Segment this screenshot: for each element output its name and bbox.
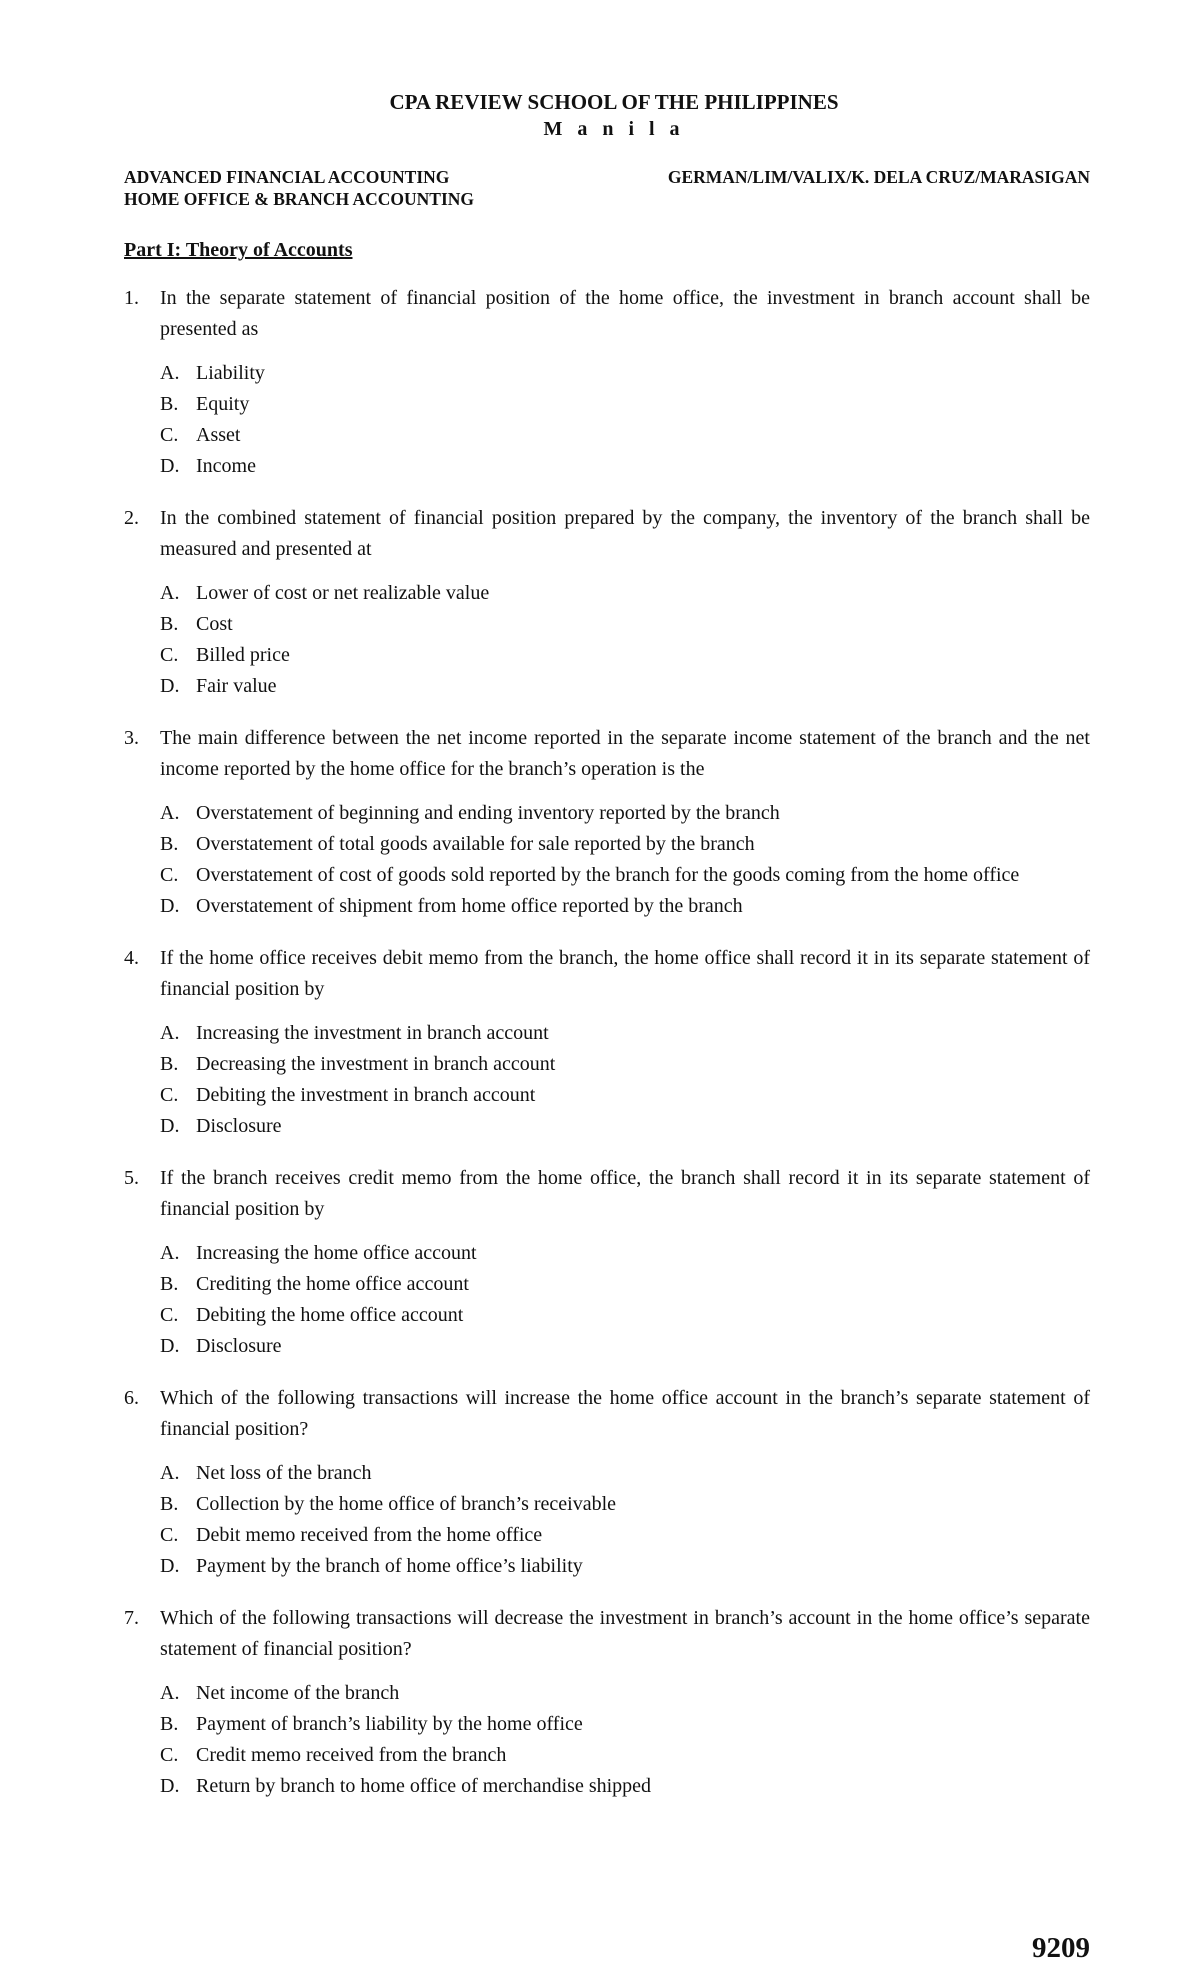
answer-option — [160, 1678, 1090, 1709]
answer-option — [160, 1080, 1090, 1111]
option-letter: B. — [160, 1273, 179, 1295]
option-letter: C. — [160, 1524, 179, 1546]
option-list — [124, 1018, 1090, 1142]
option-letter: D. — [160, 1775, 180, 1797]
option-list — [124, 358, 1090, 482]
option-text: Income — [196, 455, 256, 477]
course-topic: HOME OFFICE & BRANCH ACCOUNTING — [124, 189, 475, 209]
option-letter: D. — [160, 1555, 180, 1577]
option-letter: D. — [160, 455, 180, 477]
option-text: Asset — [196, 424, 241, 446]
answer-option — [160, 609, 1090, 640]
question-item — [124, 1383, 1090, 1582]
answer-option — [160, 358, 1090, 389]
option-letter: C. — [160, 644, 179, 666]
question-stem — [124, 943, 1090, 1005]
answer-option — [160, 389, 1090, 420]
question-text: Which of the following transactions will decrease the investment in branch’s account in the home office’s separate statement of financial position? — [160, 1607, 1090, 1660]
answer-option — [160, 891, 1090, 922]
author-info — [668, 166, 1090, 210]
answer-option — [160, 1458, 1090, 1489]
question-list — [124, 283, 1090, 1802]
answer-option — [160, 829, 1090, 860]
course-header — [124, 166, 1090, 210]
question-stem — [124, 1383, 1090, 1445]
question-stem — [124, 1163, 1090, 1225]
answer-option — [160, 1111, 1090, 1142]
course-info — [124, 166, 474, 210]
option-text: Collection by the home office of branch’s receivable — [196, 1493, 617, 1515]
option-text: Lower of cost or net realizable value — [196, 582, 490, 604]
page-number: 9209 — [1032, 1932, 1090, 1964]
option-letter: A. — [160, 802, 180, 824]
option-text: Equity — [196, 393, 250, 415]
answer-option — [160, 578, 1090, 609]
option-text: Increasing the investment in branch account — [196, 1022, 549, 1044]
question-text: If the home office receives debit memo from the branch, the home office shall record it in its separate statement of financial position by — [160, 947, 1090, 1000]
option-letter: B. — [160, 833, 179, 855]
answer-option — [160, 1238, 1090, 1269]
answer-option — [160, 1551, 1090, 1582]
option-text: Return by branch to home office of merchandise shipped — [196, 1775, 652, 1797]
option-letter: D. — [160, 895, 180, 917]
question-stem — [124, 723, 1090, 785]
question-stem — [124, 1603, 1090, 1665]
option-list — [124, 1678, 1090, 1802]
option-text: Disclosure — [196, 1115, 282, 1137]
question-stem — [124, 503, 1090, 565]
question-stem — [124, 283, 1090, 345]
option-letter: B. — [160, 1713, 179, 1735]
option-letter: A. — [160, 1022, 180, 1044]
option-text: Cost — [196, 613, 233, 635]
answer-option — [160, 640, 1090, 671]
answer-option — [160, 1489, 1090, 1520]
option-text: Credit memo received from the branch — [196, 1744, 507, 1766]
answer-option — [160, 1018, 1090, 1049]
option-letter: B. — [160, 1493, 179, 1515]
answer-option — [160, 1771, 1090, 1802]
question-number: 2. — [124, 507, 139, 529]
answer-option — [160, 1709, 1090, 1740]
question-text: Which of the following transactions will increase the home office account in the branch’s separate statement of financial position? — [160, 1387, 1090, 1440]
question-number: 7. — [124, 1607, 139, 1629]
course-name: ADVANCED FINANCIAL ACCOUNTING — [124, 167, 450, 187]
question-number: 3. — [124, 727, 139, 749]
option-list — [124, 578, 1090, 702]
question-item — [124, 1603, 1090, 1802]
question-text: If the branch receives credit memo from the home office, the branch shall record it in its separate statement of financial position by — [160, 1167, 1090, 1220]
question-text: The main difference between the net income reported in the separate income statement of the branch and the net income reported by the home office for the branch’s operation is the — [160, 727, 1090, 780]
answer-option — [160, 1520, 1090, 1551]
option-letter: A. — [160, 362, 180, 384]
option-list — [124, 798, 1090, 922]
option-text: Overstatement of cost of goods sold reported by the branch for the goods coming from the home office — [196, 864, 1020, 886]
question-text: In the combined statement of financial position prepared by the company, the inventory of the branch shall be measured and presented at — [160, 507, 1090, 560]
option-text: Overstatement of total goods available for sale reported by the branch — [196, 833, 755, 855]
option-letter: D. — [160, 1115, 180, 1137]
answer-option — [160, 1740, 1090, 1771]
option-text: Overstatement of shipment from home office reported by the branch — [196, 895, 743, 917]
option-text: Crediting the home office account — [196, 1273, 469, 1295]
option-text: Debiting the home office account — [196, 1304, 464, 1326]
option-text: Payment by the branch of home office’s liability — [196, 1555, 583, 1577]
question-number: 1. — [124, 287, 139, 309]
option-text: Increasing the home office account — [196, 1242, 477, 1264]
option-list — [124, 1458, 1090, 1582]
option-text: Debiting the investment in branch account — [196, 1084, 536, 1106]
question-item — [124, 723, 1090, 922]
question-item — [124, 503, 1090, 702]
city-subtitle: M a n i l a — [543, 118, 685, 140]
option-text: Decreasing the investment in branch account — [196, 1053, 556, 1075]
option-letter: A. — [160, 1242, 180, 1264]
option-text: Debit memo received from the home office — [196, 1524, 543, 1546]
option-letter: B. — [160, 613, 179, 635]
question-text: In the separate statement of financial position of the home office, the investment in branch account shall be presented as — [160, 287, 1090, 340]
option-text: Disclosure — [196, 1335, 282, 1357]
answer-option — [160, 1331, 1090, 1362]
option-list — [124, 1238, 1090, 1362]
option-letter: A. — [160, 582, 180, 604]
answer-option — [160, 860, 1090, 891]
answer-option — [160, 671, 1090, 702]
option-letter: C. — [160, 1744, 179, 1766]
question-item — [124, 283, 1090, 482]
option-text: Net loss of the branch — [196, 1462, 372, 1484]
option-text: Fair value — [196, 675, 277, 697]
school-title: CPA REVIEW SCHOOL OF THE PHILIPPINES — [389, 90, 839, 114]
option-letter: C. — [160, 864, 179, 886]
answer-option — [160, 451, 1090, 482]
option-letter: C. — [160, 424, 179, 446]
answer-option — [160, 1269, 1090, 1300]
option-letter: A. — [160, 1462, 180, 1484]
option-letter: C. — [160, 1304, 179, 1326]
option-text: Overstatement of beginning and ending inventory reported by the branch — [196, 802, 780, 824]
question-item — [124, 943, 1090, 1142]
answer-option — [160, 798, 1090, 829]
option-text: Liability — [196, 362, 265, 384]
question-number: 4. — [124, 947, 139, 969]
question-item — [124, 1163, 1090, 1362]
option-letter: A. — [160, 1682, 180, 1704]
answer-option — [160, 1300, 1090, 1331]
answer-option — [160, 420, 1090, 451]
option-text: Net income of the branch — [196, 1682, 400, 1704]
option-letter: B. — [160, 1053, 179, 1075]
authors: GERMAN/LIM/VALIX/K. DELA CRUZ/MARASIGAN — [667, 167, 1090, 187]
option-letter: D. — [160, 1335, 180, 1357]
option-text: Payment of branch’s liability by the home office — [196, 1713, 583, 1735]
option-letter: D. — [160, 675, 180, 697]
option-text: Billed price — [196, 644, 290, 666]
option-letter: B. — [160, 393, 179, 415]
question-number: 6. — [124, 1387, 139, 1409]
answer-option — [160, 1049, 1090, 1080]
part-title: Part I: Theory of Accounts — [124, 239, 353, 261]
question-number: 5. — [124, 1167, 139, 1189]
option-letter: C. — [160, 1084, 179, 1106]
